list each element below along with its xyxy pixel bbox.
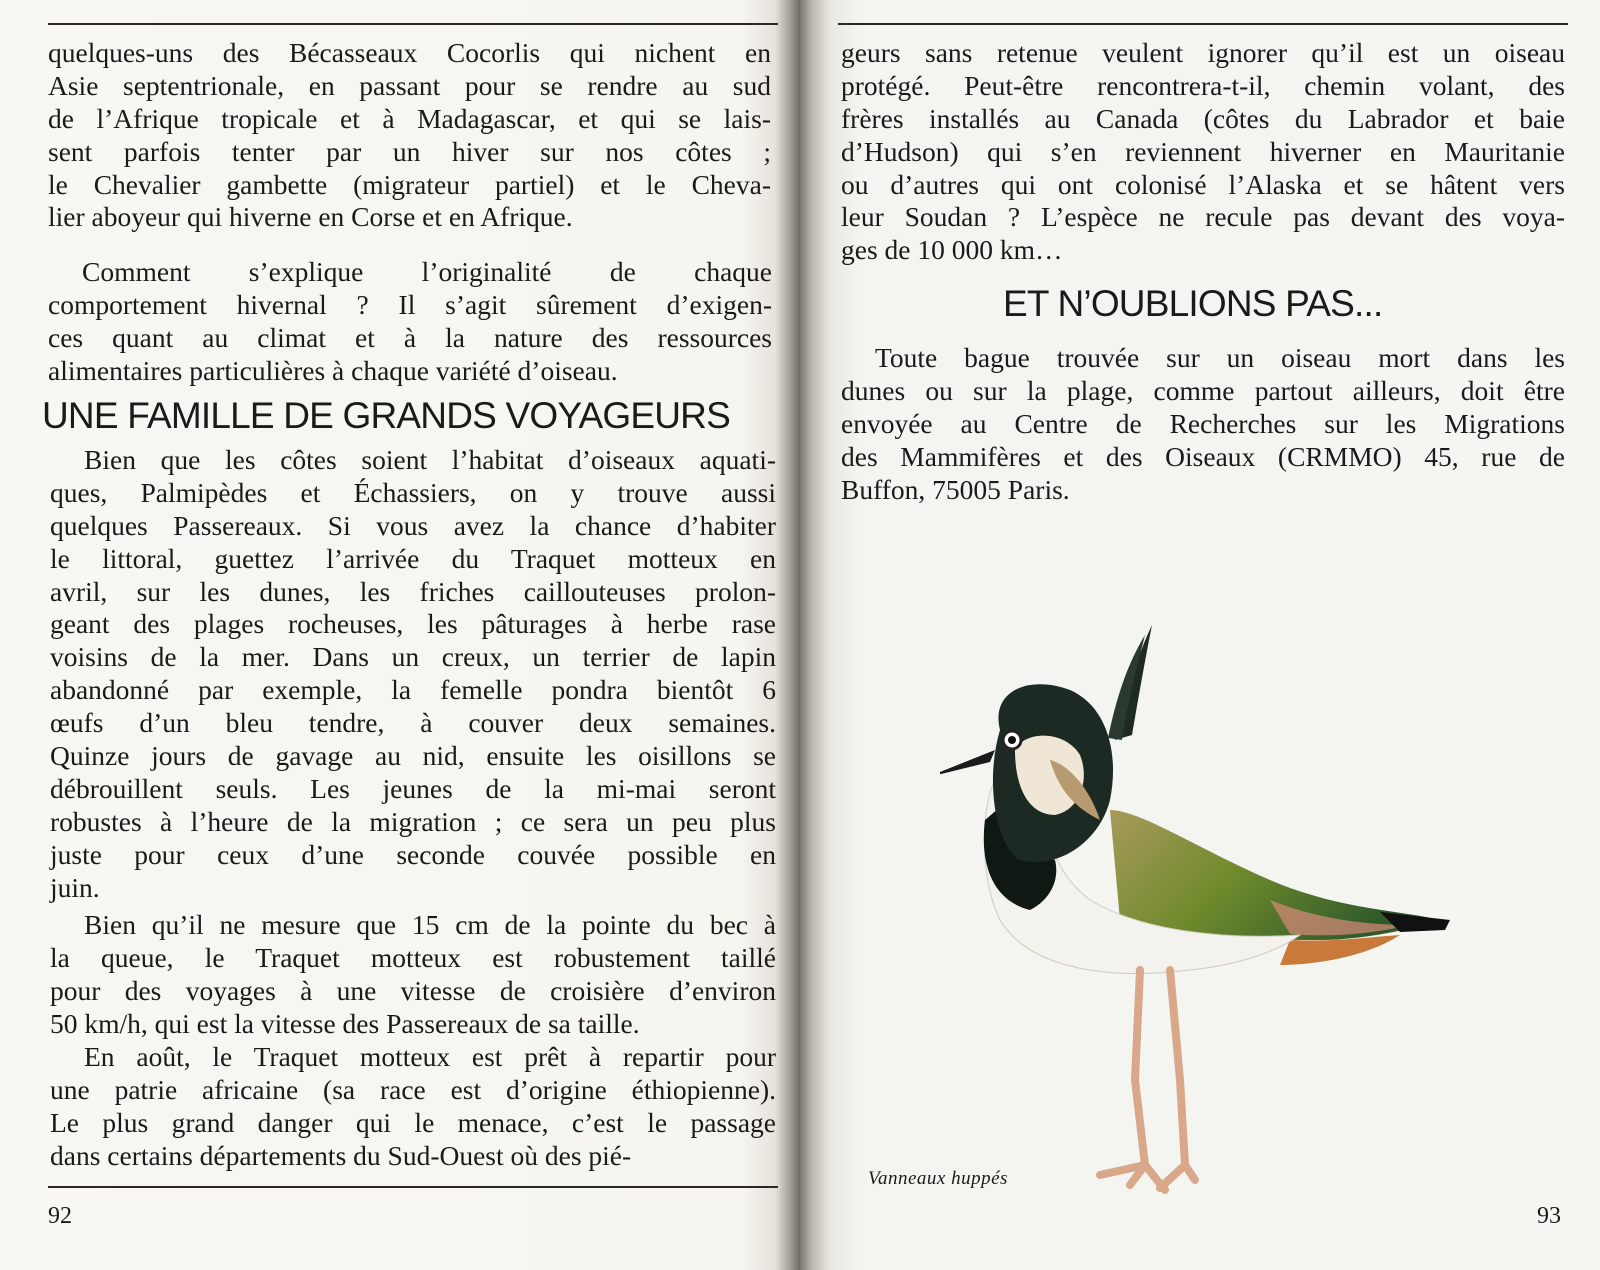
text-line: Comment s’explique l’originalité de chaque [82,256,772,287]
text-line: Le plus grand danger qui le menace, c’est le passage [50,1106,776,1138]
text-line: envoyée au Centre de Recherches sur les Migrations [841,407,1565,439]
text-line: geurs sans retenue veulent ignorer qu’il est un oiseau [841,37,1565,68]
section-heading-right: ET N’OUBLIONS PAS... [1003,283,1383,324]
text-line: dunes ou sur la plage, comme partout ailleurs, doit être [841,374,1565,406]
text-line: des Mammifères et des Oiseaux (CRMMO) 45, rue de [841,440,1565,472]
text-line: Toute bague trouvée sur un oiseau mort dans les [875,342,1565,373]
text-line: débrouillent seuls. Les jeunes de la mi-mai seront [50,772,776,804]
text-line: juin. [50,871,100,903]
text-line: geant des plages rocheuses, les pâturages à herbe rase [50,608,776,640]
text-line: alimentaires particulières à chaque variété d’oiseau. [48,354,618,386]
left-paragraph-2 [48,256,772,388]
text-line: voisins de la mer. Dans un creux, un terrier de lapin [50,641,776,673]
text-line: Bien que les côtes soient l’habitat d’oiseaux aquati- [84,444,776,475]
text-line: Asie septentrionale, en passant pour se rendre au sud [48,69,771,101]
text-line: quelques-uns des Bécasseaux Cocorlis qui nichent en [48,37,771,68]
text-line: avril, sur les dunes, les friches caillouteuses prolon- [50,575,776,607]
text-line: une patrie africaine (sa race est d’origine éthiopienne). [50,1073,776,1105]
text-line: œufs d’un bleu tendre, à couver deux semaines. [50,707,776,739]
text-line: ces quant au climat et à la nature des ressources [48,321,772,353]
text-line: la queue, le Traquet motteux est robustement taillé [50,941,776,973]
page-number-left: 92 [48,1203,72,1229]
text-line: abandonné par exemple, la femelle pondra bientôt 6 [50,674,776,706]
text-line: leur Soudan ? L’espèce ne recule pas devant des voya- [841,201,1565,233]
text-line: frères installés au Canada (côtes du Labrador et baie [841,102,1565,134]
bottom-rule-left [48,1186,778,1188]
text-line: ou d’autres qui ont colonisé l’Alaska et se hâtent vers [841,168,1565,200]
left-paragraph-1 [48,37,771,234]
illustration-caption: Vanneaux huppés [868,1168,1008,1189]
left-paragraph-3 [50,444,776,904]
left-paragraph-5 [50,1041,776,1173]
text-line: dans certains départements du Sud-Ouest où des pié- [50,1139,632,1171]
text-line: comportement hivernal ? Il s’agit sûrement d’exigen- [48,288,772,320]
text-line: Buffon, 75005 Paris. [841,473,1070,505]
text-line: protégé. Peut-être rencontrera-t-il, chemin volant, des [841,69,1565,101]
text-line: robustes à l’heure de la migration ; ce sera un peu plus [50,805,776,837]
text-line: d’Hudson) qui s’en reviennent hiverner en Mauritanie [841,135,1565,167]
text-line: pour des voyages à une vitesse de croisière d’environ [50,974,776,1006]
text-line: ques, Palmipèdes et Échassiers, on y trouve aussi [50,476,776,508]
text-line: Quinze jours de gavage au nid, ensuite les oisillons se [50,740,776,772]
right-paragraph-1 [841,37,1565,267]
text-line: sent parfois tenter par un hiver sur nos côtes ; [48,135,771,167]
text-line: le Chevalier gambette (migrateur partiel) et le Cheva- [48,168,771,200]
text-line: quelques Passereaux. Si vous avez la chance d’habiter [50,509,776,541]
text-line: Bien qu’il ne mesure que 15 cm de la pointe du bec à [84,909,776,940]
section-heading-left: UNE FAMILLE DE GRANDS VOYAGEURS [42,395,730,436]
text-line: lier aboyeur qui hiverne en Corse et en Afrique. [48,201,573,233]
top-rule-left [48,23,778,25]
lapwing-illustration [940,620,1500,1220]
text-line: de l’Afrique tropicale et à Madagascar, et qui se lais- [48,102,771,134]
text-line: le littoral, guettez l’arrivée du Traquet motteux en [50,542,776,574]
top-rule-right [838,23,1568,25]
text-line: ges de 10 000 km… [841,234,1063,266]
page-number-right: 93 [1537,1203,1561,1229]
left-paragraph-4 [50,909,776,1041]
right-paragraph-2 [841,342,1565,506]
text-line: 50 km/h, qui est la vitesse des Passereaux de sa taille. [50,1007,640,1039]
text-line: En août, le Traquet motteux est prêt à repartir pour [84,1041,776,1072]
text-line: juste pour ceux d’une seconde couvée possible en [50,838,776,870]
